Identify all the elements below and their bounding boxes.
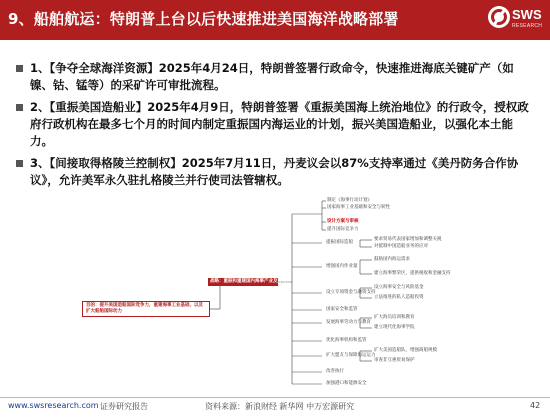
brand-name: SWS (512, 7, 542, 22)
header-bar (0, 0, 550, 40)
bullet-text: 1、【争夺全球海洋资源】2025年4月24日，特朗普签署行政命令，快速推进海底关键矿产（如镍、钴、锰等）的采矿许可审批流程。 (30, 61, 514, 92)
mind-map-node: 要求贸易代表国家增加和调整关税 (374, 237, 442, 242)
mind-map-node: 增强国内作业量 (326, 264, 358, 269)
footer-source: 资料来源：新浪财经 新华网 中万宏源研究 (205, 402, 355, 411)
mind-map-node: 建立现代化海事学院 (374, 325, 415, 330)
mind-map-node: 建立海事繁荣区，提供税收和金融支持 (374, 271, 451, 276)
mind-map-strategy: 战略：重振和重建国内海事产业及劳动力 (210, 279, 291, 284)
bullet-text: 2、【重振美国造船业】2025年4月9日，特朗普签署《重振美国海上统治地位》的行政令，授权政府行政机构在最多七个月的时间内制定重振国内海运业的计划，振兴美国造船业，以强化本土能力。 (30, 100, 529, 148)
mind-map-node: 国家安全和监管 (326, 307, 358, 312)
mind-map-node: 改善执行 (326, 369, 344, 374)
mind-map-node: 设立海事安全与风险基金 (374, 285, 424, 290)
mind-map-node: 国家海事工业基础和安全与韧性 (327, 205, 390, 210)
mind-map-node: 审查非互惠贸易保护 (374, 358, 415, 363)
brand-subtitle: RESEARCH (512, 23, 543, 29)
strategy-mind-map (60, 192, 451, 392)
mind-map-node: 提升国际竞争力 (327, 227, 359, 232)
mind-map-node: 发展海事劳动力与教育 (326, 320, 371, 325)
mind-map-node: 鼓励国内海运需求 (374, 257, 410, 262)
mind-map-node: 加强港口和能源安全 (326, 381, 367, 386)
sws-logo-icon (488, 6, 510, 28)
mind-map-node: 制定《海事行动计划》 (327, 198, 372, 203)
mind-map-node: 立法推进的私人造船投资 (374, 295, 424, 300)
page-number: 42 (530, 401, 541, 410)
page-title: 9、船舶航运：特朗普上台以后快速推进美国海洋战略部署 (8, 10, 399, 28)
mind-map-node: 提振国际造船 (326, 240, 353, 245)
bullet-square-icon (16, 160, 23, 167)
mind-map-node: 扩大海员培训和教育 (374, 315, 415, 320)
mind-map-node: 优化海事机构和监管 (326, 338, 367, 343)
bullet-shipbuilding (30, 99, 535, 150)
mind-map-node: 设计方案与审核 (327, 219, 359, 224)
bullet-text: 3、【间接取得格陵兰控制权】2025年7月11日，丹麦议会以87%支持率通过《美丹防务合作协议》，允许美军永久驻扎格陵兰并行使司法管辖权。 (30, 156, 519, 187)
bullet-greenland (30, 155, 535, 189)
mind-map-node: 扩大美国造船队，增强商船规模 (374, 348, 437, 353)
mind-map-node: 设立专项资金与融资支持 (326, 290, 376, 295)
footer-url-link[interactable]: www.swsresearch.com (8, 401, 99, 410)
bullet-square-icon (16, 104, 23, 111)
bullet-ocean-resources (30, 60, 535, 94)
mind-map-node: 扩大盟友与保障海运运力 (326, 353, 376, 358)
footer-divider (0, 397, 550, 398)
mind-map-root: 目的：提升美国造船国际竞争力，重建海事工业基础，以及扩大船舶国际动力 (82, 301, 210, 317)
mind-map-node: 对抵制中国造船业务的应对 (374, 244, 428, 249)
footer-report-label: 证券研究报告 (100, 402, 148, 411)
bullet-square-icon (16, 65, 23, 72)
